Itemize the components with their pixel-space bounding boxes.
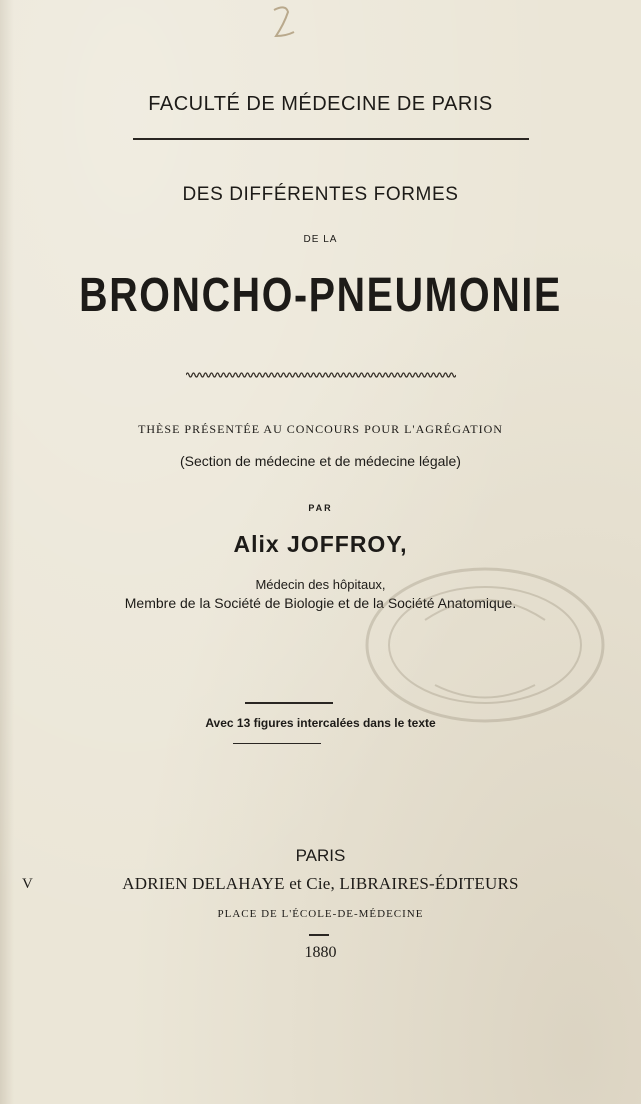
library-stamp-watermark	[355, 560, 615, 730]
top-rule	[133, 138, 529, 140]
author-role1: Médecin des hôpitaux,	[255, 577, 386, 592]
figures-note: Avec 13 figures intercalées dans le texte	[205, 716, 436, 730]
imprint-dash	[309, 934, 329, 936]
author-name: Alix JOFFROY,	[233, 531, 408, 557]
title-line1: DES DIFFÉRENTES FORMES	[182, 184, 459, 205]
middle-rule-upper	[245, 702, 333, 704]
by-label: PAR	[308, 503, 333, 513]
publisher: ADRIEN DELAHAYE et Cie, LIBRAIRES-ÉDITEURS	[122, 874, 519, 893]
middle-rule-lower	[233, 743, 321, 744]
imprint-city: PARIS	[295, 846, 346, 865]
author-role2: Membre de la Société de Biologie et de la Société Anatomique.	[124, 595, 517, 611]
publisher-address: PLACE DE L'ÉCOLE-DE-MÉDECINE	[217, 908, 424, 920]
thesis-section: (Section de médecine et de médecine légale)	[180, 453, 461, 469]
title-line2: DE LA	[303, 234, 338, 245]
margin-mark: V	[22, 876, 33, 892]
main-title: BRONCHO-PNEUMONIE	[79, 269, 562, 322]
faculty-heading: FACULTÉ DE MÉDECINE DE PARIS	[148, 93, 493, 115]
wavy-ornament	[186, 370, 456, 380]
publication-year: 1880	[304, 944, 337, 961]
handwritten-mark	[264, 2, 304, 50]
thesis-subtitle: THÈSE PRÉSENTÉE AU CONCOURS POUR L'AGRÉGATION	[138, 422, 503, 436]
